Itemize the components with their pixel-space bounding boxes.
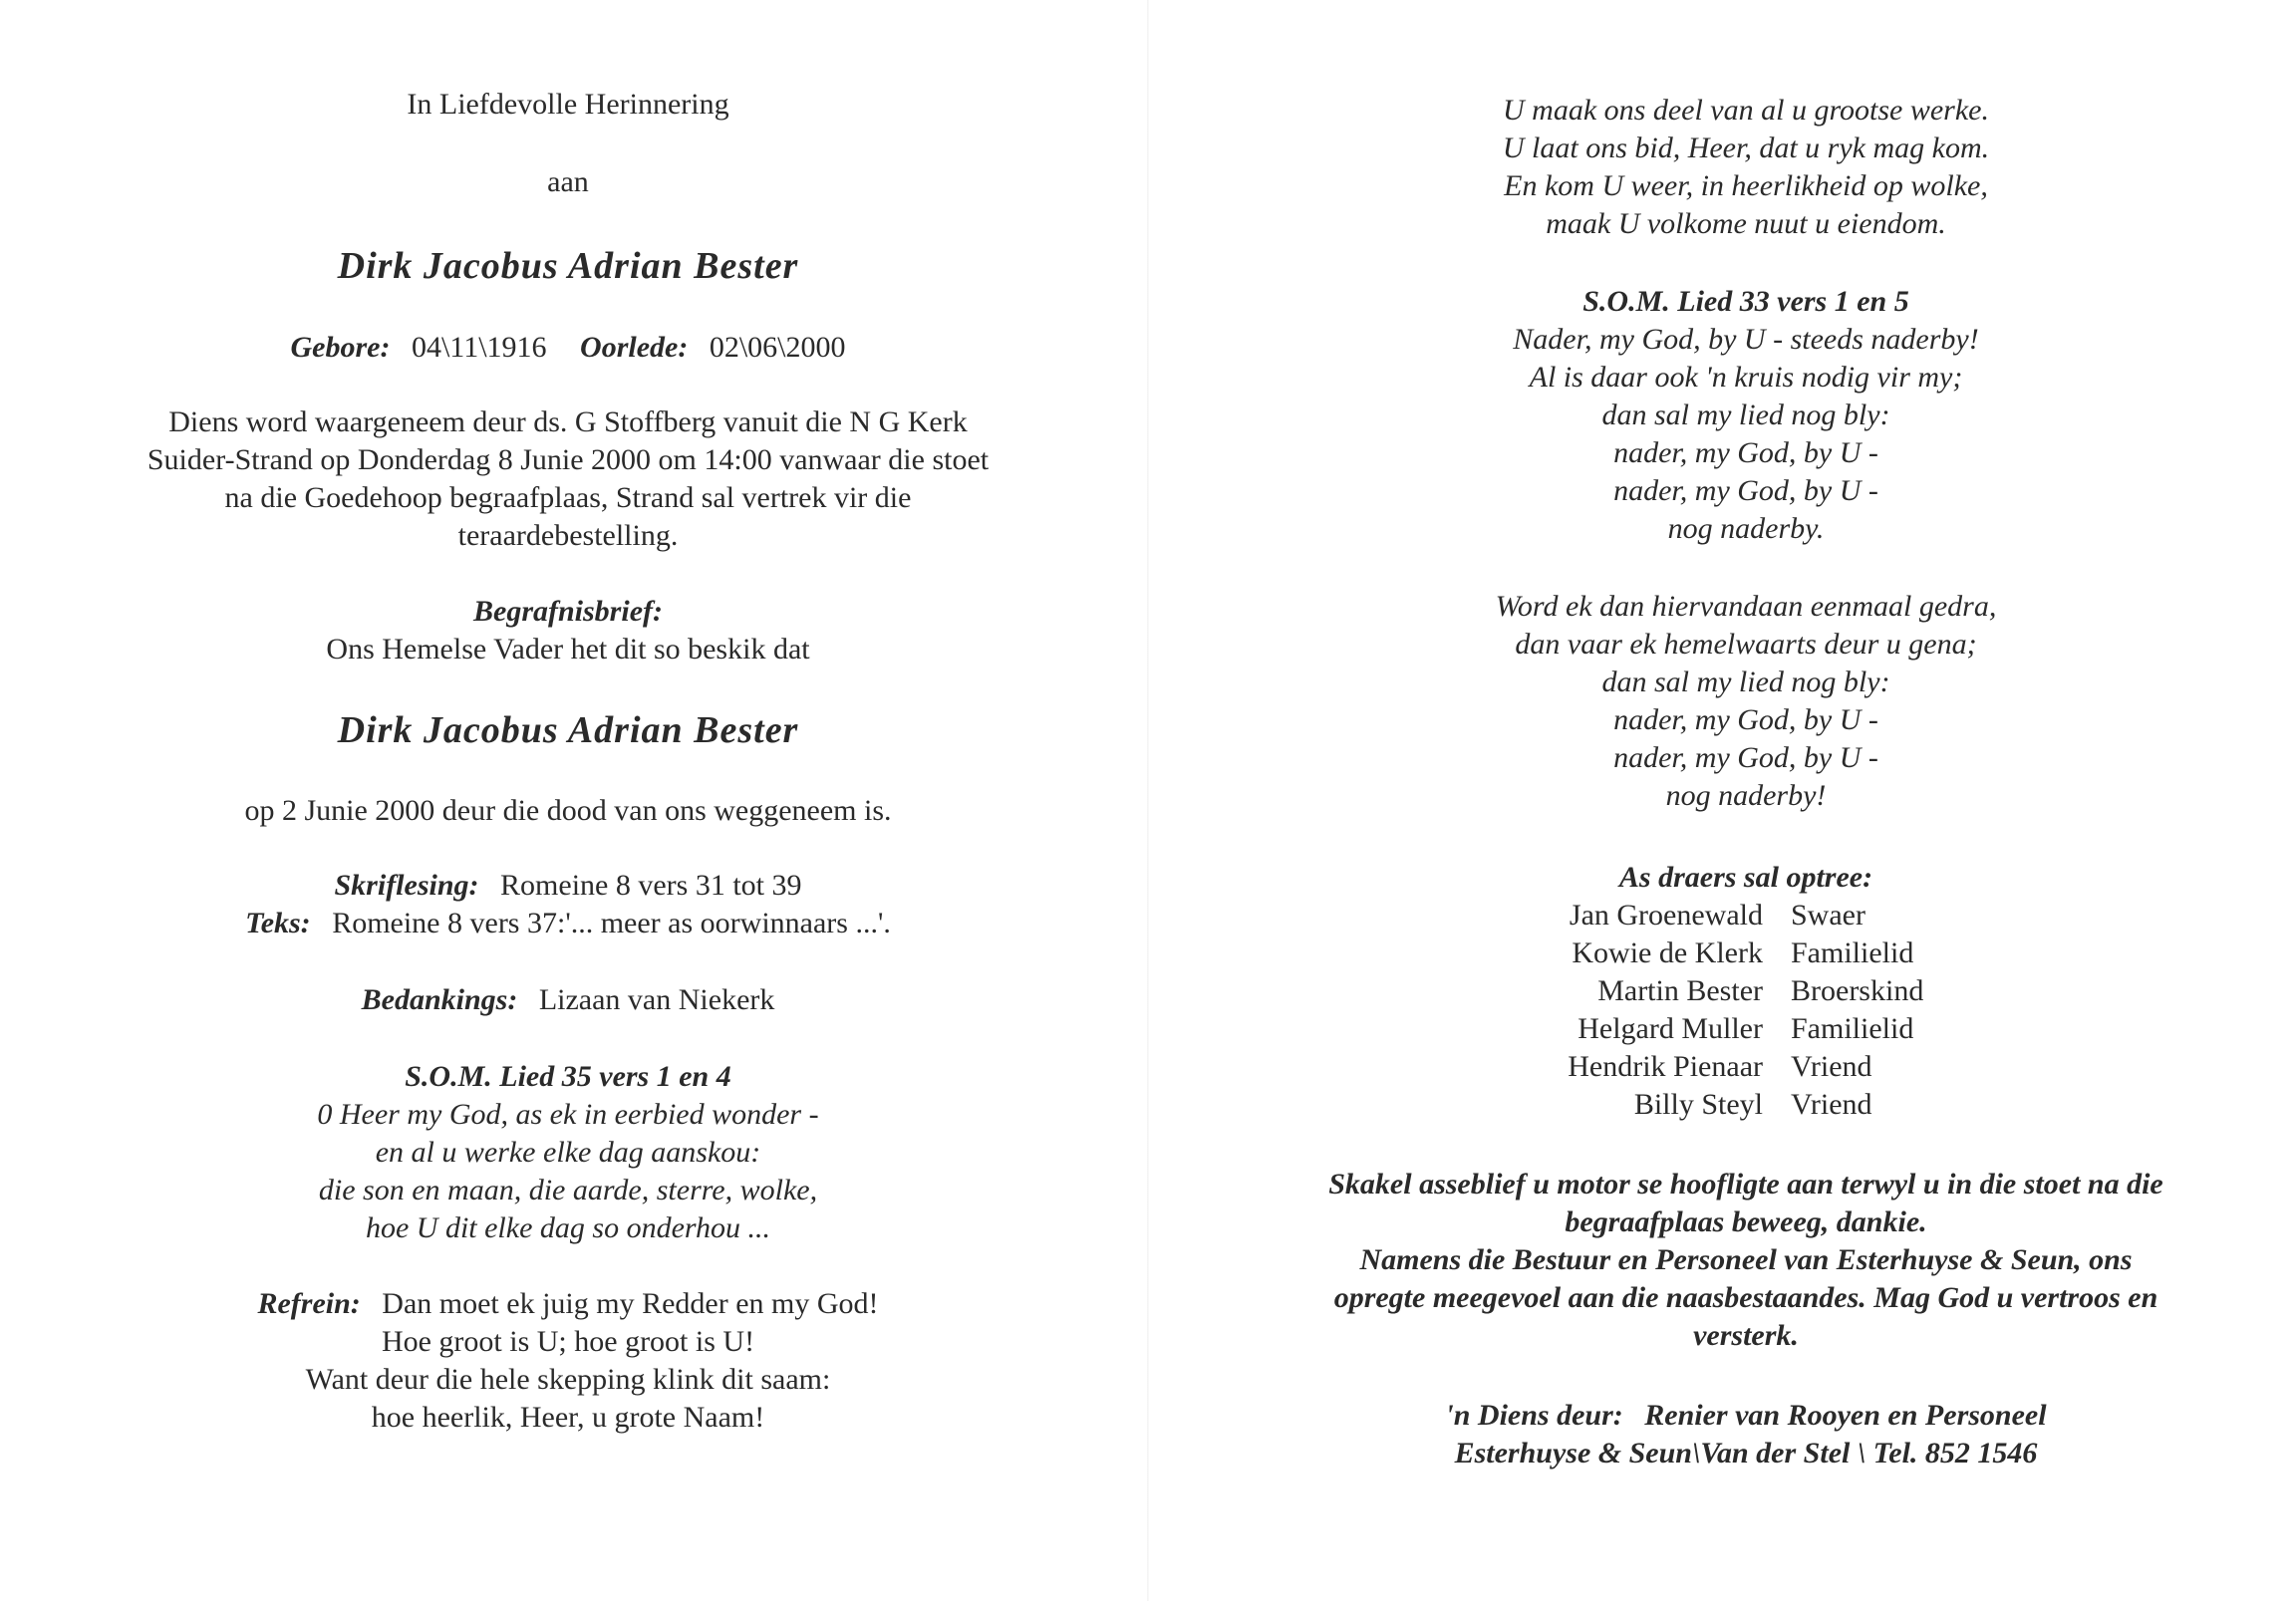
text-line <box>90 905 1046 942</box>
hymn2-line: dan vaar ek hemelwaarts deur u gena; <box>1515 628 1977 661</box>
service-by-line <box>1248 1397 2244 1435</box>
bearer-name: Helgard Muller <box>1578 1012 1763 1045</box>
notice-line: Skakel asseblief u motor se hoofligte aan terwyl u in die stoet na die <box>1328 1168 2163 1201</box>
service-line: teraardebestelling. <box>457 519 679 552</box>
service-line: na die Goedehoop begraafplaas, Strand sal vertrek vir die <box>224 481 912 514</box>
deceased-name: Dirk Jacobus Adrian Bester <box>337 245 799 287</box>
bearer-relation: Swaer <box>1791 899 1866 932</box>
bearer-relation: Familielid <box>1791 936 1914 969</box>
bearer-relation: Broerskind <box>1791 974 1924 1007</box>
letter-end: op 2 Junie 2000 deur die dood van ons weggeneem is. <box>244 794 892 827</box>
refrain-label: Refrein: <box>257 1287 361 1320</box>
memorial-to: aan <box>547 165 589 198</box>
scripture-value: Romeine 8 vers 31 tot 39 <box>500 869 802 902</box>
notice-line: begraafplaas beweeg, dankie. <box>1565 1205 1927 1238</box>
hymn-line: die son en maan, die aarde, sterre, wolke, <box>318 1174 818 1206</box>
dates-line <box>90 329 1046 367</box>
bearer-name: Jan Groenewald <box>1569 899 1763 932</box>
born-date: 04\11\1916 <box>411 331 547 364</box>
memorial-heading: In Liefdevolle Herinnering <box>407 88 729 121</box>
hymn2-line: dan sal my lied nog bly: <box>1601 666 1890 698</box>
text-value: Romeine 8 vers 37:'... meer as oorwinnaars ...'. <box>332 907 891 939</box>
notice-line: Namens die Bestuur en Personeel van Esterhuyse & Seun, ons <box>1359 1243 2133 1276</box>
hymn-35-verse-4 <box>1248 92 2244 243</box>
hymn2-line: nader, my God, by U - <box>1613 474 1878 507</box>
thanks-value: Lizaan van Niekerk <box>538 983 775 1016</box>
text-label: Teks: <box>245 907 311 939</box>
bearer-row <box>1248 1086 2244 1124</box>
hymn-line: en al u werke elke dag aanskou: <box>375 1136 761 1169</box>
born-label: Gebore: <box>290 331 391 364</box>
bearer-name: Billy Steyl <box>1633 1088 1763 1121</box>
refrain-first-line <box>90 1285 1046 1323</box>
died-label: Oorlede: <box>580 331 689 364</box>
hymn-33 <box>1248 283 2244 548</box>
right-page <box>1148 0 2296 1601</box>
funeral-letter-text: Ons Hemelse Vader het dit so beskik dat <box>326 633 810 666</box>
verse-line: U maak ons deel van al u grootse werke. <box>1503 94 1989 127</box>
contact-line: Esterhuyse & Seun\Van der Stel \ Tel. 852 1546 <box>1454 1437 2038 1469</box>
bearer-row <box>1248 1010 2244 1048</box>
scripture-label: Skriflesing: <box>334 869 479 902</box>
hymn2-line: Nader, my God, by U - steeds naderby! <box>1513 323 1979 356</box>
bearer-name: Hendrik Pienaar <box>1568 1050 1763 1083</box>
notice-line: opregte meegevoel aan die naasbestaandes. Mag God u vertroos en <box>1333 1281 2158 1314</box>
verse-line: maak U volkome nuut u eiendom. <box>1546 207 1946 240</box>
hymn2-line: nader, my God, by U - <box>1613 436 1878 469</box>
died-date: 02\06\2000 <box>709 331 846 364</box>
notice-line: versterk. <box>1693 1319 1799 1352</box>
service-details <box>90 403 1046 555</box>
hymn2-line: dan sal my lied nog bly: <box>1601 399 1890 431</box>
letter-deceased-name: Dirk Jacobus Adrian Bester <box>337 709 799 751</box>
hymn2-line: nader, my God, by U - <box>1613 741 1878 774</box>
bearer-relation: Vriend <box>1791 1050 1872 1083</box>
bearer-row <box>1248 934 2244 972</box>
refrain-line: Want deur die hele skepping klink dit saam: <box>305 1363 831 1396</box>
thanks-line <box>90 981 1046 1019</box>
bearer-row <box>1248 1048 2244 1086</box>
bearer-name: Kowie de Klerk <box>1572 936 1763 969</box>
notice-section <box>1248 1166 2244 1355</box>
refrain-first: Dan moet ek juig my Redder en my God! <box>382 1287 879 1320</box>
refrain-line: hoe heerlik, Heer, u grote Naam! <box>371 1401 765 1434</box>
hymn2-line: nog naderby! <box>1665 779 1827 812</box>
hymn-35 <box>90 1058 1046 1247</box>
hymn-line: 0 Heer my God, as ek in eerbied wonder - <box>317 1098 819 1131</box>
verse-line: U laat ons bid, Heer, dat u ryk mag kom. <box>1502 132 1990 164</box>
hymn2-title: S.O.M. Lied 33 vers 1 en 5 <box>1582 285 1909 318</box>
undertaker-section <box>1248 1397 2244 1472</box>
refrain-line: Hoe groot is U; hoe groot is U! <box>381 1325 755 1358</box>
hymn2-line: Word ek dan hiervandaan eenmaal gedra, <box>1495 590 1997 623</box>
bearer-name: Martin Bester <box>1597 974 1763 1007</box>
refrain <box>90 1285 1046 1437</box>
bearer-relation: Familielid <box>1791 1012 1914 1045</box>
service-line: Suider-Strand op Donderdag 8 Junie 2000 om 14:00 vanwaar die stoet <box>146 443 990 476</box>
scripture-line <box>90 867 1046 905</box>
bearer-row <box>1248 897 2244 934</box>
hymn-title: S.O.M. Lied 35 vers 1 en 4 <box>405 1060 731 1093</box>
hymn2-line: nog naderby. <box>1667 512 1825 545</box>
bearer-row <box>1248 972 2244 1010</box>
bearers-section <box>1248 859 2244 1124</box>
bearer-relation: Vriend <box>1791 1088 1872 1121</box>
hymn-33-verse-5 <box>1248 588 2244 815</box>
hymn2-line: nader, my God, by U - <box>1613 703 1878 736</box>
hymn-line: hoe U dit elke dag so onderhou ... <box>365 1211 771 1244</box>
service-by-value: Renier van Rooyen en Personeel <box>1644 1399 2047 1432</box>
bearers-title: As draers sal optree: <box>1618 861 1873 894</box>
service-line: Diens word waargeneem deur ds. G Stoffberg vanuit die N G Kerk <box>168 405 968 438</box>
service-by-label: 'n Diens deur: <box>1445 1399 1623 1432</box>
funeral-letter-label: Begrafnisbrief: <box>473 595 663 628</box>
thanks-label: Bedankings: <box>361 983 518 1016</box>
hymn2-line: Al is daar ook 'n kruis nodig vir my; <box>1529 361 1963 394</box>
verse-line: En kom U weer, in heerlikheid op wolke, <box>1504 169 1988 202</box>
